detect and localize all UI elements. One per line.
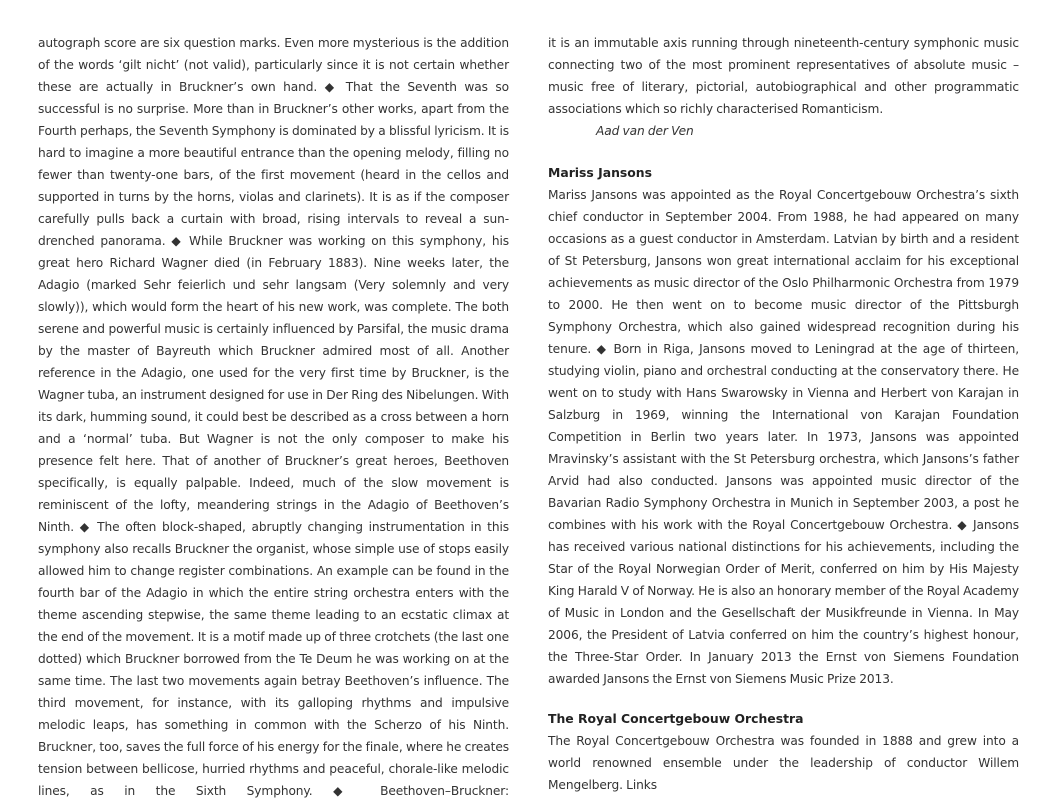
rco-heading: The Royal Concertgebouw Orchestra [548, 711, 804, 726]
right-column [548, 32, 1019, 796]
bruckner-essay-text: autograph score are six question marks. Even more mysterious is the addition of the words ‘gilt nicht’ (not valid), particularly since it is not certain whether these are actually in Bruckner’s own hand. ◆ That the Seventh was so successful is no surprise. More than in Bruckner’s other works, apart from the Fourth perhaps, the Seventh Symphony is dominated by a blissful lyricism. It is hard to imagine a more beautiful entrance than the opening melody, filling no fewer than twenty-one bars, of the first movement (heard in the cellos and supported in turns by the horns, violas and clarinets). It is as if the composer carefully pulls back a curtain with broad, rising intervals to reveal a sun-drenched panorama. ◆ While Bruckner was working on this symphony, his great hero Richard Wagner died (in February 1883). Nine weeks later, the Adagio (marked Sehr feierlich und sehr langsam (Very solemnly and very slowly)), which would form the heart of his new work, was complete. The both serene and powerful music is certainly influenced by Parsifal, the music drama by the master of Bayreuth which Bruckner admired most of all. Another reference in the Adagio, one used for the very first time by Bruckner, is the Wagner tuba, an instrument designed for use in Der Ring des Nibelungen. With its dark, humming sound, it could best be described as a cross between a horn and a ‘normal’ tuba. But Wagner is not the only composer to make his presence felt here. That of another of Bruckner’s great heroes, Beethoven specifically, is equally palpable. Indeed, much of the slow movement is reminiscent of the lofty, meandering strings in the Adagio of Beethoven’s Ninth. ◆ The often block-shaped, abruptly changing instrumentation in this symphony also recalls Bruckner the organist, whose simple use of stops easily allowed him to change register combinations. An example can be found in the fourth bar of the Adagio in which the entire string orchestra enters with the theme ascending stepwise, the same theme leading to an ecstatic climax at the end of the movement. It is a motif made up of three crotchets (the last one dotted) which Bruckner borrowed from the Te Deum he was working on at the same time. The last two movements again betray Beethoven’s influence. The third movement, for instance, with its galloping rhythms and impulsive melodic leaps, has something in common with the Scherzo of his Ninth. Bruckner, too, saves the full force of his energy for the finale, where he creates tension between bellicose, hurried rhythms and peaceful, chorale-like melodic lines, as in the Sixth Symphony. ◆ Beethoven–Bruckner: [38, 36, 509, 798]
rco-bio-text: The Royal Concertgebouw Orchestra was founded in 1888 and grew into a world renowned ensemble under the leadership of conductor Willem Mengelberg. Links [548, 734, 1019, 792]
left-column [38, 32, 509, 802]
essay-conclusion-text: it is an immutable axis running through nineteenth-century symphonic music connecting two of the most prominent representatives of absolute music – music free of literary, pictorial, autobiographical and other programmatic associations which so richly characterised Romanticism. [548, 36, 1019, 116]
section-spacer [548, 142, 1019, 162]
jansons-bio-text: Mariss Jansons was appointed as the Royal Concertgebouw Orchestra’s sixth chief conductor in September 2004. From 1988, he had appeared on many occasions as a guest conductor in Amsterdam. Latvian by birth and a resident of St Petersburg, Jansons won great international acclaim for his exceptional achievements as music director of the Oslo Philharmonic Orchestra from 1979 to 2000. He then went on to become music director of the Pittsburgh Symphony Orchestra, which also gained widespread recognition during his tenure. ◆ Born in Riga, Jansons moved to Leningrad at the age of thirteen, studying violin, piano and orchestral conducting at the conservatory there. He went on to study with Hans Swarowsky in Vienna and Herbert von Karajan in Salzburg in 1969, winning the International von Karajan Foundation Competition in Berlin two years later. In 1973, Jansons was appointed Mravinsky’s assistant with the St Petersburg orchestra, which Jansons’s father Arvid had also conducted. Jansons was appointed music director of the Bavarian Radio Symphony Orchestra in Munich in September 2003, a post he combines with his work with the Royal Concertgebouw Orchestra. ◆ Jansons has received various national distinctions for his achievements, including the Star of the Royal Norwegian Order of Merit, conferred on him by His Majesty King Harald V of Norway. He is also an honorary member of the Royal Academy of Music in London and the Gesellschaft der Musikfreunde in Vienna. In May 2006, the President of Latvia conferred on him the country’s highest honour, the Three-Star Order. In January 2013 the Ernst von Siemens Foundation awarded Jansons the Ernst von Siemens Music Prize 2013. [548, 188, 1019, 686]
jansons-heading: Mariss Jansons [548, 165, 652, 180]
section-spacer [548, 690, 1019, 708]
essay-author: Aad van der Ven [596, 124, 694, 138]
